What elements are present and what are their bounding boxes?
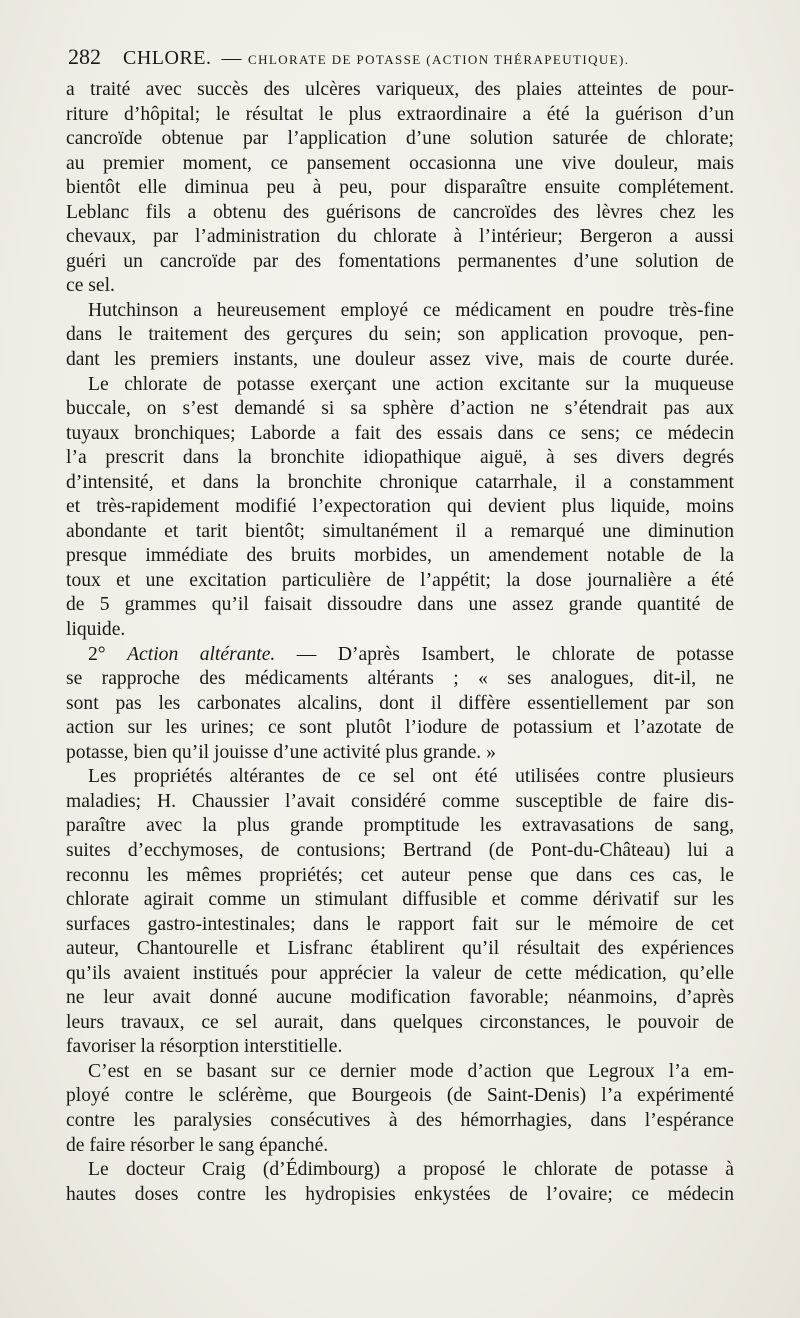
text-line: suites d’ecchymoses, de contusions; Bertrand (de Pont-du-Château) lui a <box>66 839 734 861</box>
text-line: paraître avec la plus grande promptitude les extravasations de sang, <box>66 815 734 837</box>
text-line: d’intensité, et dans la bronchite chronique catarrhale, il a constamment <box>66 471 734 493</box>
text-line: hautes doses contre les hydropisies enkystées de l’ovaire; ce médecin <box>66 1183 734 1205</box>
text-line: se rapproche des médicaments altérants ; « ses analogues, dit-il, ne <box>66 668 734 690</box>
text-line: a traité avec succès des ulcères variqueux, des plaies atteintes de pour- <box>66 79 734 100</box>
text-line: ce sel. <box>66 275 115 297</box>
text-line: C’est en se basant sur ce dernier mode d’action que Legroux l’a em- <box>88 1060 734 1082</box>
text-line: abondante et tarit bientôt; simultanément il a remarqué une diminution <box>66 520 734 542</box>
text-line: auteur, Chantourelle et Lisfranc établirent qu’il résultait des expériences <box>66 938 734 960</box>
text-line: Leblanc fils a obtenu des guérisons de cancroïdes des lèvres chez les <box>66 201 734 223</box>
text-line: contre les paralysies consécutives à des hémorrhagies, dans l’espérance <box>66 1109 734 1131</box>
text-line: potasse, bien qu’il jouisse d’une activité plus grande. » <box>66 741 496 763</box>
text-line: bientôt elle diminua peu à peu, pour disparaître ensuite complétement. <box>66 177 734 199</box>
text-line: presque immédiate des bruits morbides, un amendement notable de la <box>66 545 734 567</box>
text-line: Hutchinson a heureusement employé ce médicament en poudre très-fine <box>88 299 734 321</box>
text-line: qu’ils avaient institués pour apprécier la valeur de cette médication, qu’elle <box>66 962 734 984</box>
text-line: dant les premiers instants, une douleur assez vive, mais de courte durée. <box>66 349 734 371</box>
text-line: riture d’hôpital; le résultat le plus extraordinaire a été la guérison d’un <box>66 103 734 125</box>
text-line: de 5 grammes qu’il faisait dissoudre dans une assez grande quantité de <box>66 594 734 616</box>
text-line: l’a prescrit dans la bronchite idiopathique aiguë, à ses divers degrés <box>66 447 734 469</box>
title-dash: — <box>221 47 242 69</box>
text-line: ployé contre le sclérème, que Bourgeois (de Saint-Denis) l’a expérimenté <box>66 1085 734 1107</box>
text-line: chevaux, par l’administration du chlorate à l’intérieur; Bergeron a aussi <box>66 226 734 248</box>
text-line-segment: — D’après Isambert, le chlorate de potasse <box>275 643 735 665</box>
page-number: 282 <box>68 44 101 69</box>
text-line: action sur les urines; ce sont plutôt l’iodure de potassium et l’azotate de <box>66 717 734 739</box>
text-line: Les propriétés altérantes de ce sel ont été utilisées contre plusieurs <box>88 766 734 788</box>
text-line-segment: 2° <box>88 643 128 665</box>
text-line: surfaces gastro-intestinales; dans le rapport fait sur le mémoire de cet <box>66 913 734 935</box>
text-line: tuyaux bronchiques; Laborde a fait des essais dans ce sens; ce médecin <box>66 422 734 444</box>
text-line: leurs travaux, ce sel aurait, dans quelques circonstances, le pouvoir de <box>66 1011 734 1033</box>
text-line: dans le traitement des gerçures du sein; son application provoque, pen- <box>66 324 734 346</box>
text-line: et très-rapidement modifié l’expectoration qui devient plus liquide, moins <box>66 496 734 518</box>
running-subtitle: CHLORATE DE POTASSE (ACTION THÉRAPEUTIQUE). <box>248 52 630 67</box>
body-text <box>66 78 734 1207</box>
text-line: toux et une excitation particulière de l’appétit; la dose journalière a été <box>66 569 734 591</box>
text-line: guéri un cancroïde par des fomentations permanentes d’une solution de <box>66 250 734 272</box>
text-line <box>66 643 734 668</box>
text-line: ne leur avait donné aucune modification favorable; néanmoins, d’après <box>66 987 734 1009</box>
text-line: maladies; H. Chaussier l’avait considéré comme susceptible de faire dis- <box>66 790 734 812</box>
text-line: favoriser la résorption interstitielle. <box>66 1036 343 1058</box>
text-line: buccale, on s’est demandé si sa sphère d’action ne s’étendrait pas aux <box>66 398 734 420</box>
text-line: reconnu les mêmes propriétés; cet auteur pense que dans ces cas, le <box>66 864 734 886</box>
text-line: sont pas les carbonates alcalins, dont il diffère essentiellement par son <box>66 692 734 714</box>
text-line: Le docteur Craig (d’Édimbourg) a proposé le chlorate de potasse à <box>88 1159 734 1181</box>
section-heading-italic: Action altérante. <box>127 643 276 665</box>
text-line: chlorate agirait comme un stimulant diffusible et comme dérivatif sur les <box>66 889 734 911</box>
text-line: Le chlorate de potasse exerçant une action excitante sur la muqueuse <box>88 373 734 395</box>
text-line: de faire résorber le sang épanché. <box>66 1134 329 1156</box>
text-line: liquide. <box>66 619 126 641</box>
running-header <box>68 44 730 76</box>
running-title: CHLORE. <box>123 47 212 69</box>
text-line: au premier moment, ce pansement occasionna une vive douleur, mais <box>66 152 734 174</box>
text-line: cancroïde obtenue par l’application d’une solution saturée de chlorate; <box>66 128 734 150</box>
